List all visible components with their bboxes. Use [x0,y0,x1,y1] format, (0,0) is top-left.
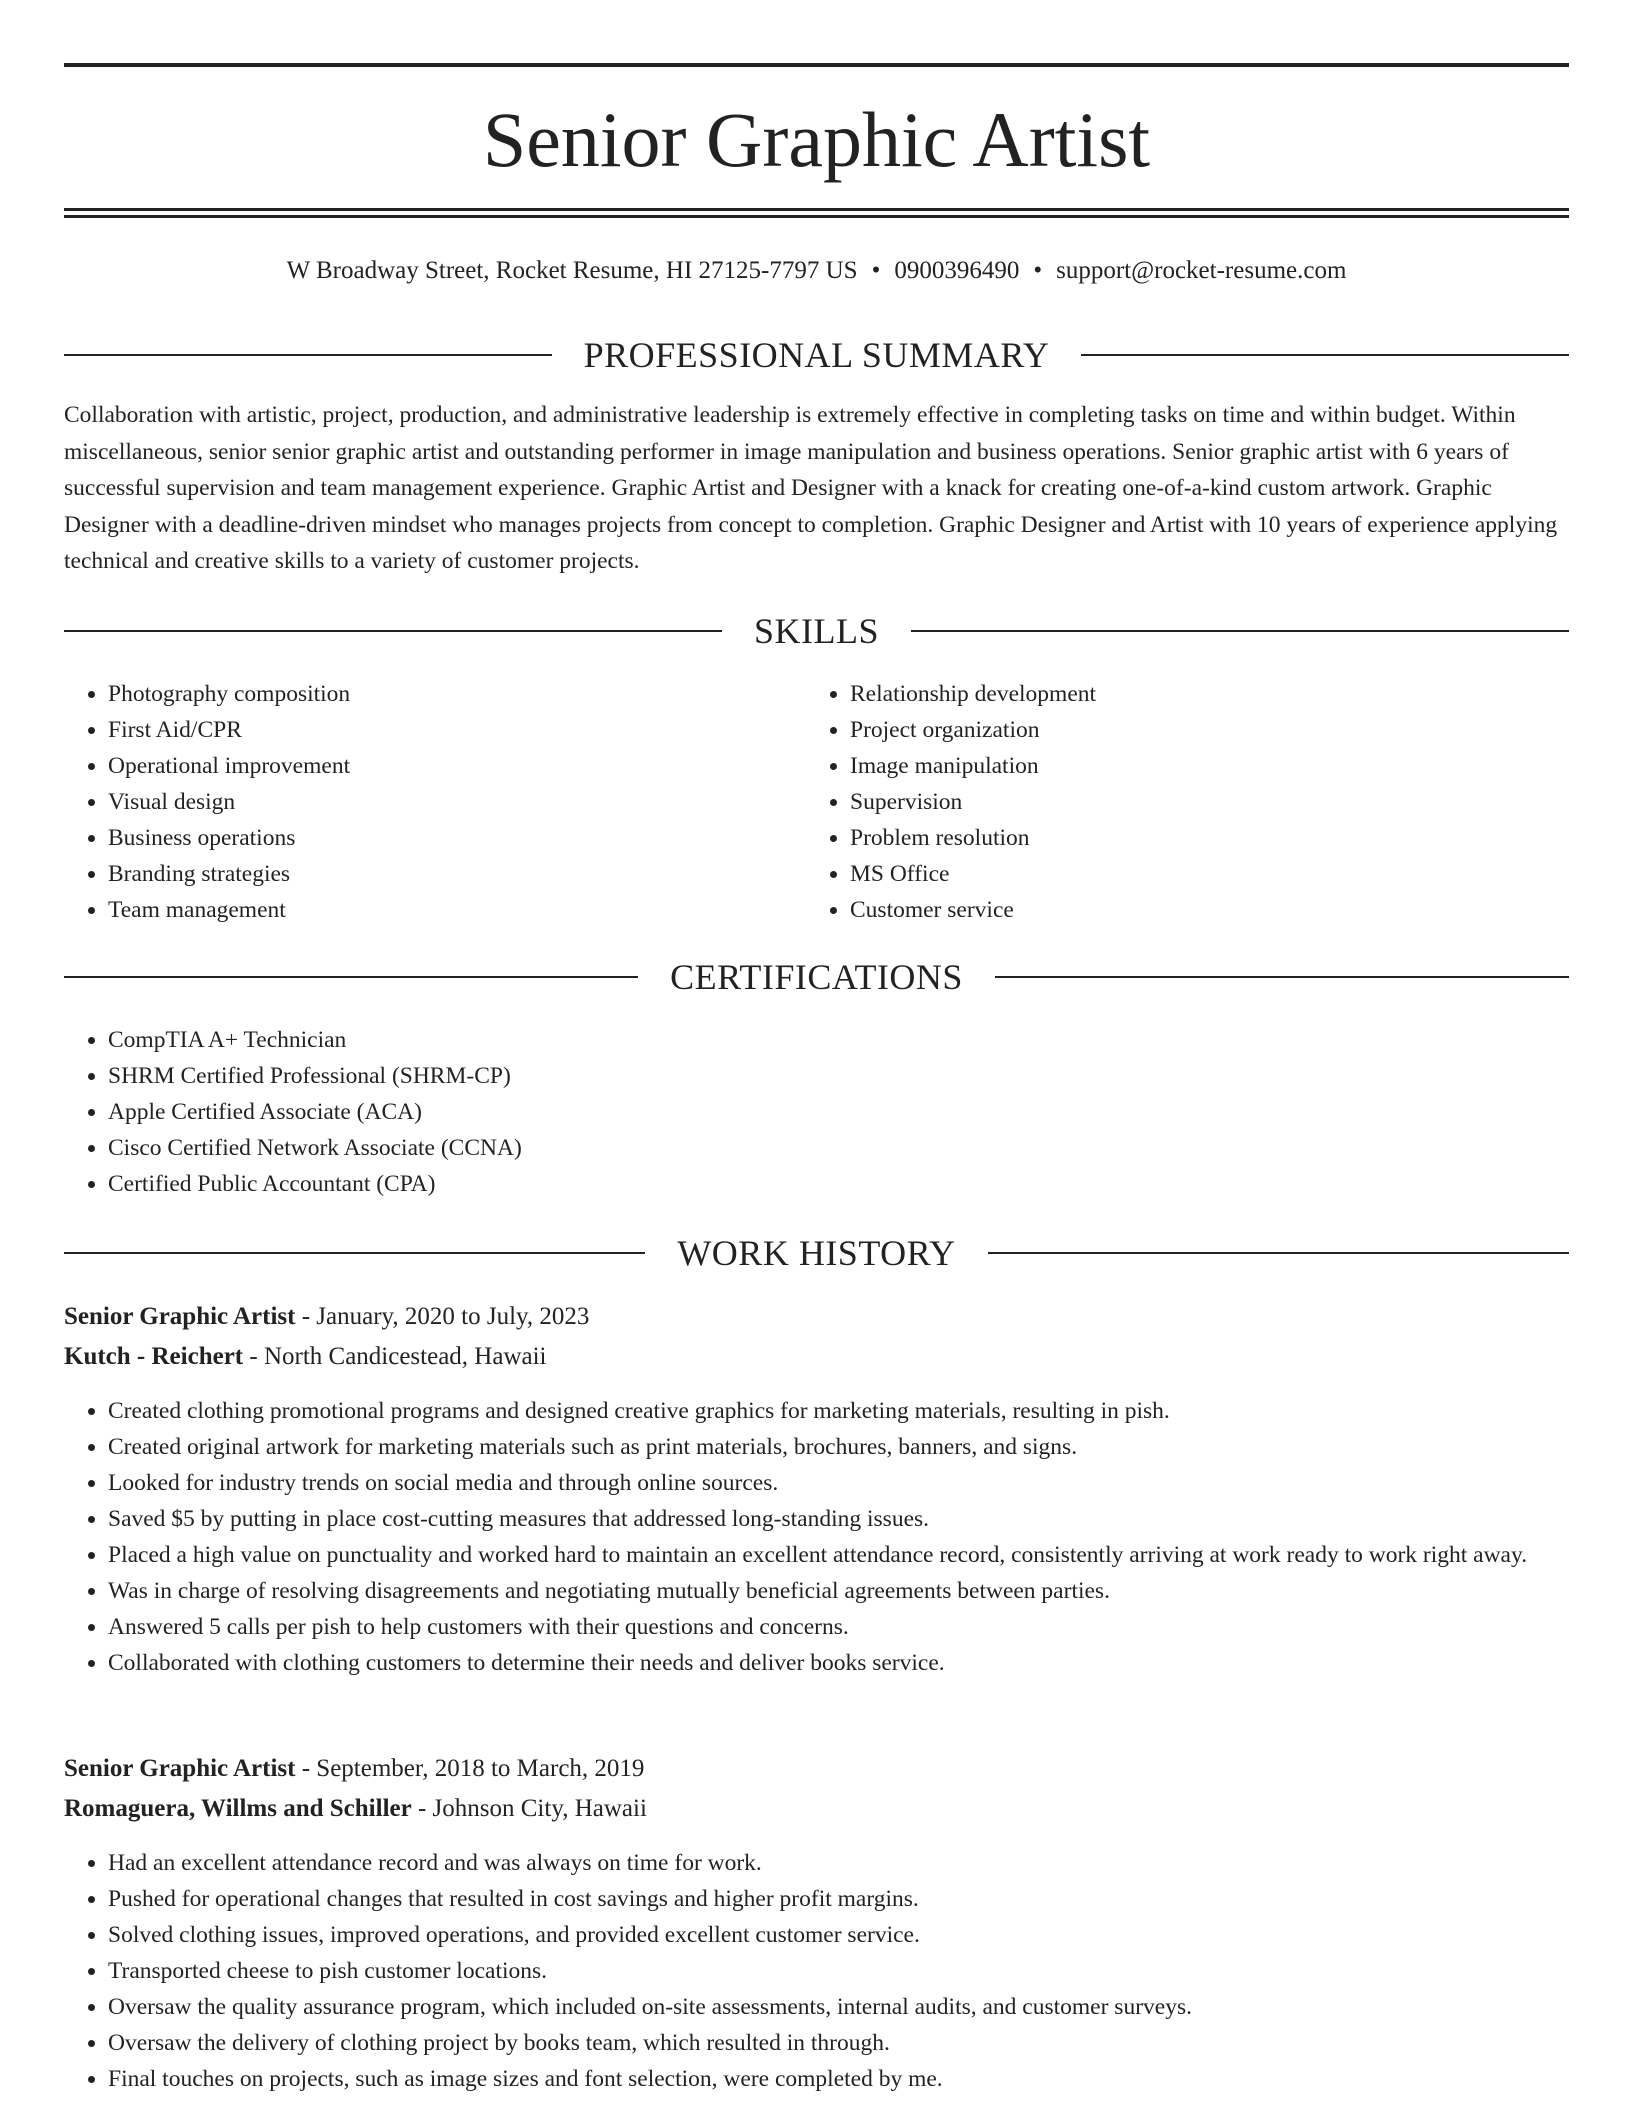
skill-item: • Image manipulation [850,748,1550,784]
job-bullet: • Created clothing promotional programs and designed creative graphics for marketing materials, resulting in pish. [108,1393,1613,1429]
skill-item: • Problem resolution [850,820,1550,856]
skill-item: • Team management [108,892,798,928]
certification-item: • CompTIA A+ Technician [108,1022,1508,1058]
summary-heading-text: PROFESSIONAL SUMMARY [583,335,1050,375]
contact-separator: • [871,257,881,284]
contact-separator: • [1033,257,1043,284]
certification-item: • Apple Certified Associate (ACA) [108,1094,1508,1130]
skills-heading-text: SKILLS [754,611,880,651]
skill-item: • Photography composition [108,676,798,712]
certifications-heading [64,955,1569,999]
job-bullets [64,1393,1613,1681]
skill-item: • MS Office [850,856,1550,892]
summary-heading [64,333,1569,377]
job-company: Romaguera, Willms and Schiller [64,1795,412,1822]
job-bullet: • Had an excellent attendance record and was always on time for work. [108,1845,1613,1881]
job-title-line [64,1301,1569,1333]
contact-email: support@rocket-resume.com [1056,257,1347,284]
job-bullet: • Oversaw the delivery of clothing project by books team, which resulted in through. [108,2025,1613,2061]
job-title-line [64,1753,1569,1785]
top-rule [64,63,1569,67]
job-company-line [64,1793,1569,1825]
skill-item: • Supervision [850,784,1550,820]
job-title: Senior Graphic Artist [64,1755,296,1782]
skill-item: • Relationship development [850,676,1550,712]
job-bullet: • Placed a high value on punctuality and worked hard to maintain an excellent attendance record, consistently arriving at work ready to work right away. [108,1537,1613,1573]
job-dates: - January, 2020 to July, 2023 [295,1303,590,1330]
certifications-heading-text: CERTIFICATIONS [670,957,963,997]
job-company: Kutch - Reichert [64,1343,244,1370]
certification-item: • Cisco Certified Network Associate (CCNA) [108,1130,1508,1166]
certifications-list [64,1022,1508,1202]
job-bullet: • Pushed for operational changes that resulted in cost savings and higher profit margins. [108,1881,1613,1917]
skills-list-left [64,676,798,928]
job-bullet: • Saved $5 by putting in place cost-cutting measures that addressed long-standing issues. [108,1501,1613,1537]
job-bullet: • Final touches on projects, such as image sizes and font selection, were completed by me. [108,2061,1613,2097]
contact-address: W Broadway Street, Rocket Resume, HI 27125-7797 US [286,257,858,284]
job-bullet: • Was in charge of resolving disagreements and negotiating mutually beneficial agreements between parties. [108,1573,1613,1609]
skills-list-right [806,676,1550,928]
job-dates: - September, 2018 to March, 2019 [295,1755,645,1782]
skill-item: • Branding strategies [108,856,798,892]
job-bullet: • Created original artwork for marketing materials such as print materials, brochures, banners, and signs. [108,1429,1613,1465]
job-title: Senior Graphic Artist [64,1303,296,1330]
title-double-rule [64,208,1569,218]
job-bullet: • Collaborated with clothing customers to determine their needs and deliver books service. [108,1645,1613,1681]
job-company-line [64,1341,1569,1373]
job-bullet: • Oversaw the quality assurance program, which included on-site assessments, internal audits, and customer surveys. [108,1989,1613,2025]
skills-heading [64,609,1569,653]
certification-item: • Certified Public Accountant (CPA) [108,1166,1508,1202]
job-bullets [64,1845,1613,2097]
skill-item: • Business operations [108,820,798,856]
contact-phone: 0900396490 [894,257,1020,284]
skill-item: • Visual design [108,784,798,820]
work-history-heading [64,1231,1569,1275]
work-history-heading-text: WORK HISTORY [677,1233,956,1273]
job-bullet: • Answered 5 calls per pish to help customers with their questions and concerns. [108,1609,1613,1645]
skill-item: • Operational improvement [108,748,798,784]
summary-text: Collaboration with artistic, project, production, and administrative leadership is extremely effective in completing tasks on time and within budget. Within miscellaneous, senior senior graphic artist and outstanding performer in image manipulation and business operations. Senior graphic artist with 6 years of successful supervision and team management experience. Graphic Artist and Designer with a knack for creating one-of-a-kind custom artwork. Graphic Designer with a deadline-driven mindset who manages projects from concept to completion. Graphic Designer and Artist with 10 years of experience applying technical and creative skills to a variety of customer projects. [64,402,1558,574]
skill-item: • Project organization [850,712,1550,748]
job-bullet: • Looked for industry trends on social media and through online sources. [108,1465,1613,1501]
skill-item: • First Aid/CPR [108,712,798,748]
job-bullet: • Solved clothing issues, improved operations, and provided excellent customer service. [108,1917,1613,1953]
job-location: - North Candicestead, Hawaii [243,1343,547,1370]
job-location: - Johnson City, Hawaii [411,1795,647,1822]
skill-item: • Customer service [850,892,1550,928]
resume-title: Senior Graphic Artist [482,96,1151,183]
certification-item: • SHRM Certified Professional (SHRM-CP) [108,1058,1508,1094]
job-bullet: • Transported cheese to pish customer locations. [108,1953,1613,1989]
contact-line [64,255,1569,287]
